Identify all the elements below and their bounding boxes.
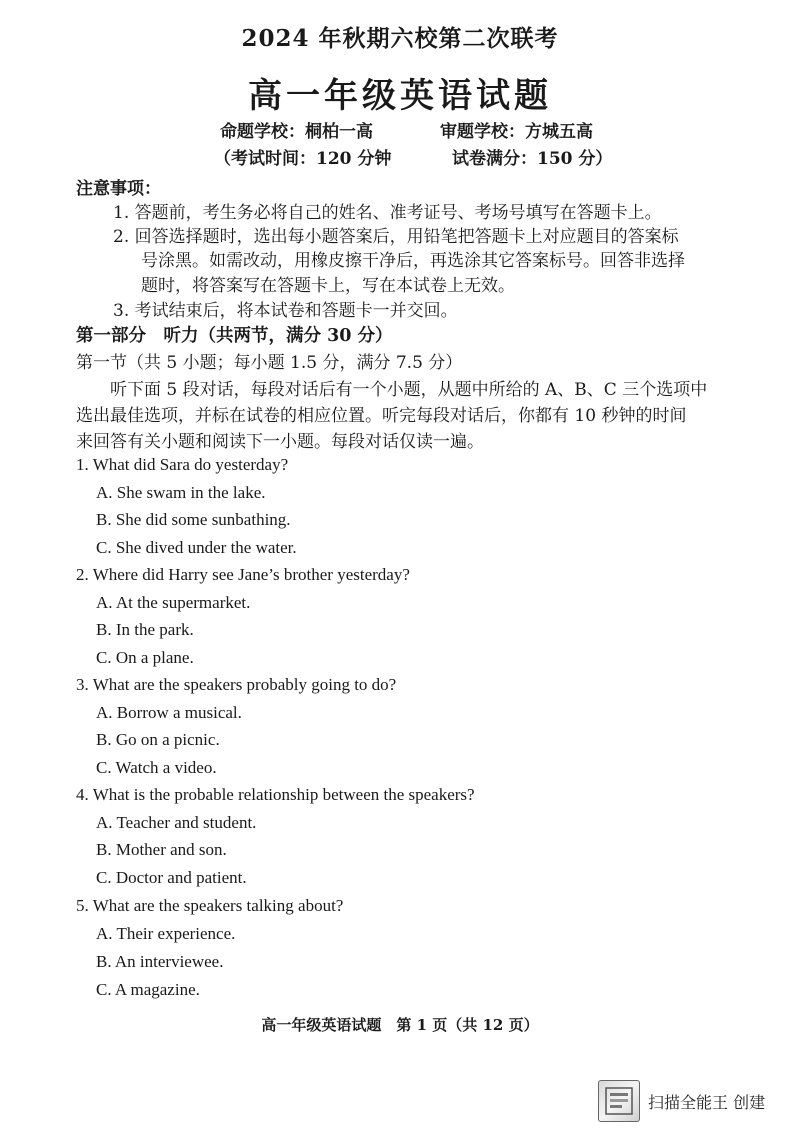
question-5-stem: 5. What are the speakers talking about? bbox=[76, 896, 344, 915]
exam-full-score: 试卷满分：150 分） bbox=[452, 149, 613, 169]
question-2-stem: 2. Where did Harry see Jane’s brother yesterday? bbox=[76, 565, 410, 584]
question-1-option-b: B. She did some sunbathing. bbox=[96, 510, 291, 529]
notice-item-2-cont-2: 题时，将答案写在答题卡上，写在本试卷上无效。 bbox=[141, 276, 515, 296]
question-3-option-b: B. Go on a picnic. bbox=[96, 730, 220, 749]
question-2-option-a: A. At the supermarket. bbox=[96, 593, 251, 612]
question-3-option-c: C. Watch a video. bbox=[96, 758, 217, 777]
question-5-option-b: B. An interviewee. bbox=[96, 952, 224, 971]
question-3-stem: 3. What are the speakers probably going to do? bbox=[76, 675, 397, 694]
instruction-line-3: 来回答有关小题和阅读下一小题。每段对话仅读一遍。 bbox=[76, 432, 484, 452]
question-3-option-a: A. Borrow a musical. bbox=[96, 703, 242, 722]
scanner-watermark bbox=[598, 1076, 800, 1126]
instruction-line-1: 听下面 5 段对话，每段对话后有一个小题，从题中所给的 A、B、C 三个选项中 bbox=[110, 380, 708, 400]
question-4-option-b: B. Mother and son. bbox=[96, 840, 227, 859]
question-1-option-c: C. She dived under the water. bbox=[96, 538, 297, 557]
scanner-app-logo-icon bbox=[598, 1080, 640, 1122]
part-one-title: 第一部分 听力（共两节，满分 30 分） bbox=[76, 326, 393, 346]
question-4-option-a: A. Teacher and student. bbox=[96, 813, 257, 832]
question-4-stem: 4. What is the probable relationship between the speakers? bbox=[76, 785, 475, 804]
scanner-app-logo-glyph bbox=[604, 1086, 634, 1116]
scanner-watermark-text: 扫描全能王 创建 bbox=[648, 1092, 766, 1112]
exam-time: （考试时间：120 分钟 bbox=[214, 149, 392, 169]
setter-school: 命题学校：桐柏一高 bbox=[220, 122, 373, 142]
question-4-option-c: C. Doctor and patient. bbox=[96, 868, 247, 887]
section-one-title: 第一节（共 5 小题；每小题 1.5 分，满分 7.5 分） bbox=[76, 353, 463, 373]
question-1-stem: 1. What did Sara do yesterday? bbox=[76, 455, 289, 474]
question-5-option-c: C. A magazine. bbox=[96, 980, 200, 999]
question-2-option-c: C. On a plane. bbox=[96, 648, 194, 667]
question-1-option-a: A. She swam in the lake. bbox=[96, 483, 266, 502]
instruction-line-2: 选出最佳选项，并标在试卷的相应位置。听完每段对话后，你都有 10 秒钟的时间 bbox=[76, 406, 687, 426]
exam-name: 2024 年秋期六校第二次联考 bbox=[241, 25, 559, 52]
notice-heading: 注意事项： bbox=[76, 179, 161, 199]
notice-item-2-cont: 号涂黑。如需改动，用橡皮擦干净后，再选涂其它答案标号。回答非选择 bbox=[141, 251, 685, 271]
question-2-option-b: B. In the park. bbox=[96, 620, 194, 639]
question-5-option-a: A. Their experience. bbox=[96, 924, 236, 943]
notice-item-2: 2. 回答选择题时，选出每小题答案后，用铅笔把答题卡上对应题目的答案标 bbox=[113, 227, 679, 247]
notice-item-1: 1. 答题前，考生务必将自己的姓名、准考证号、考场号填写在答题卡上。 bbox=[113, 203, 662, 223]
paper-title: 高一年级英语试题 bbox=[248, 76, 552, 116]
notice-item-3: 3. 考试结束后，将本试卷和答题卡一并交回。 bbox=[113, 301, 458, 321]
reviewer-school: 审题学校：方城五高 bbox=[440, 122, 593, 142]
page-footer: 高一年级英语试题 第 1 页（共 12 页） bbox=[261, 1016, 539, 1034]
